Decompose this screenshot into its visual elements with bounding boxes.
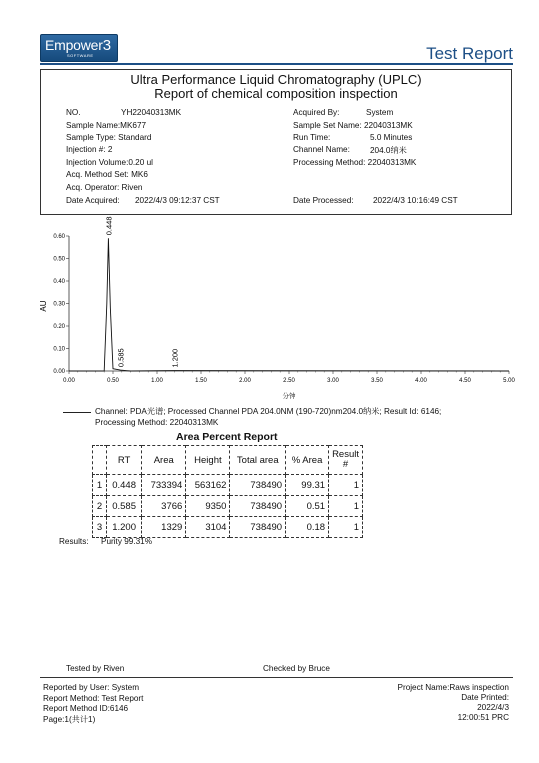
title-rule bbox=[40, 63, 513, 65]
cell-pct-area: 99.31 bbox=[286, 475, 329, 496]
date-processed-label: Date Processed: bbox=[293, 196, 354, 205]
header-title-1: Ultra Performance Liquid Chromatography (UPLC) bbox=[130, 72, 422, 87]
column-header-pct-area: % Area bbox=[286, 446, 329, 475]
chromatogram-chart bbox=[39, 216, 520, 400]
area-report-title: Area Percent Report bbox=[176, 431, 278, 443]
y-tick-label: 0.00 bbox=[53, 369, 65, 375]
header-title-2: Report of chemical composition inspection bbox=[154, 86, 398, 101]
chart-peak-labels bbox=[104, 216, 179, 367]
x-tick-label: 0.50 bbox=[107, 378, 119, 384]
acq-method-set: Acq. Method Set: MK6 bbox=[66, 170, 148, 179]
x-tick-label: 3.50 bbox=[371, 378, 383, 384]
project-name: Project Name:Raws inspection bbox=[397, 683, 509, 692]
date-printed-label: Date Printed: bbox=[461, 693, 509, 702]
cell-rt: 0.448 bbox=[107, 475, 142, 496]
column-header-height: Height bbox=[186, 446, 230, 475]
peak-label: 1.200 bbox=[170, 348, 180, 368]
column-header-area: Area bbox=[142, 446, 186, 475]
table-header-row bbox=[93, 446, 363, 475]
acquired-by-value: System bbox=[366, 108, 394, 117]
y-tick-label: 0.40 bbox=[53, 279, 65, 285]
cell-total-area: 738490 bbox=[230, 496, 286, 517]
date-printed-time: 12:00:51 PRC bbox=[457, 713, 509, 722]
y-tick-label: 0.50 bbox=[53, 256, 65, 263]
date-printed-date: 2022/4/3 bbox=[477, 703, 509, 712]
date-processed-value: 2022/4/3 10:16:49 CST bbox=[373, 196, 458, 205]
cell-result: 1 bbox=[329, 517, 363, 538]
channel-name-label: Channel Name: bbox=[293, 145, 350, 154]
cell-pct-area: 0.51 bbox=[286, 496, 329, 517]
y-axis-label: AU bbox=[39, 300, 48, 312]
page-number: Page:1(共计1) bbox=[43, 715, 96, 724]
injection-volume: Injection Volume:0.20 ul bbox=[66, 158, 153, 167]
cell-area: 733394 bbox=[142, 475, 186, 496]
y-tick-label: 0.10 bbox=[53, 346, 65, 353]
cell-idx: 3 bbox=[93, 517, 107, 538]
cell-idx: 1 bbox=[93, 475, 107, 496]
cell-total-area: 738490 bbox=[230, 475, 286, 496]
column-header-rt: RT bbox=[107, 446, 142, 475]
column-header-result: Result # bbox=[329, 446, 363, 475]
x-tick-label: 5.00 bbox=[503, 378, 515, 384]
column-header-idx bbox=[93, 446, 107, 475]
no-label: NO. bbox=[66, 108, 81, 117]
empower-logo bbox=[40, 34, 118, 62]
cell-height: 563162 bbox=[186, 475, 230, 496]
checked-by: Checked by Bruce bbox=[263, 664, 330, 673]
x-tick-label: 0.00 bbox=[63, 378, 75, 384]
results-label: Results: bbox=[59, 537, 89, 546]
report-method-id: Report Method ID:6146 bbox=[43, 704, 129, 713]
cell-rt: 0.585 bbox=[107, 496, 142, 517]
run-time-value: 5.0 Minutes bbox=[370, 133, 413, 142]
x-tick-label: 3.00 bbox=[327, 378, 339, 384]
peak-label: 0.448 bbox=[104, 216, 114, 236]
report-method: Report Method: Test Report bbox=[43, 694, 144, 703]
x-tick-label: 1.50 bbox=[195, 378, 207, 384]
table-row bbox=[93, 517, 363, 538]
sample-name: Sample Name:MK677 bbox=[66, 121, 147, 130]
logo-name: Empower3 bbox=[45, 37, 111, 54]
no-value: YH22040313MK bbox=[121, 108, 182, 117]
date-acquired-label: Date Acquired: bbox=[66, 196, 120, 205]
cell-rt: 1.200 bbox=[107, 517, 142, 538]
x-tick-label: 4.50 bbox=[459, 378, 471, 384]
y-tick-label: 0.30 bbox=[53, 301, 65, 308]
area-percent-table bbox=[92, 445, 363, 538]
cell-area: 1329 bbox=[142, 517, 186, 538]
y-tick-label: 0.20 bbox=[53, 324, 65, 330]
x-tick-label: 2.00 bbox=[239, 378, 251, 384]
cell-height: 9350 bbox=[186, 496, 230, 517]
x-tick-label: 2.50 bbox=[283, 378, 295, 384]
peak-label: 0.585 bbox=[116, 348, 126, 368]
logo-subtitle: SOFTWARE bbox=[67, 53, 94, 58]
y-tick-label: 0.60 bbox=[53, 234, 65, 240]
acq-operator: Acq. Operator: Riven bbox=[66, 183, 143, 192]
tested-by: Tested by Riven bbox=[66, 664, 125, 673]
results-value: Purity 99.31% bbox=[101, 537, 152, 546]
acquired-by-label: Acquired By: bbox=[293, 108, 340, 117]
cell-result: 1 bbox=[329, 475, 363, 496]
cell-result: 1 bbox=[329, 496, 363, 517]
channel-name-value: 204.0纳米 bbox=[370, 146, 407, 155]
sample-set-name: Sample Set Name: 22040313MK bbox=[293, 121, 413, 130]
x-axis-label: 分钟 bbox=[282, 392, 296, 400]
date-acquired-value: 2022/4/3 09:12:37 CST bbox=[135, 196, 220, 205]
report-title: Test Report bbox=[426, 44, 513, 63]
cell-idx: 2 bbox=[93, 496, 107, 517]
table-row bbox=[93, 475, 363, 496]
cell-height: 3104 bbox=[186, 517, 230, 538]
chart-axes bbox=[69, 236, 509, 371]
run-time-label: Run Time: bbox=[293, 133, 331, 142]
legend-channel: Channel: PDA光谱; Processed Channel PDA 204.0NM (190-720)nm204.0纳米; Result Id: 6146; bbox=[95, 407, 442, 416]
processing-method: Processing Method: 22040313MK bbox=[293, 158, 417, 167]
series-line bbox=[69, 238, 509, 371]
chart-series bbox=[69, 238, 509, 371]
table-row bbox=[93, 496, 363, 517]
footer-rule bbox=[40, 677, 513, 678]
injection-number: Injection #: 2 bbox=[66, 145, 113, 154]
cell-total-area: 738490 bbox=[230, 517, 286, 538]
cell-pct-area: 0.18 bbox=[286, 517, 329, 538]
legend-line-swatch bbox=[63, 412, 91, 413]
x-tick-label: 1.00 bbox=[151, 378, 163, 384]
sample-type: Sample Type: Standard bbox=[66, 133, 152, 142]
x-tick-label: 4.00 bbox=[415, 378, 427, 384]
legend-processing-method: Processing Method: 22040313MK bbox=[95, 418, 219, 427]
column-header-total-area: Total area bbox=[230, 446, 286, 475]
cell-area: 3766 bbox=[142, 496, 186, 517]
reported-by: Reported by User: System bbox=[43, 683, 140, 692]
logo-version: 3 bbox=[102, 37, 111, 54]
